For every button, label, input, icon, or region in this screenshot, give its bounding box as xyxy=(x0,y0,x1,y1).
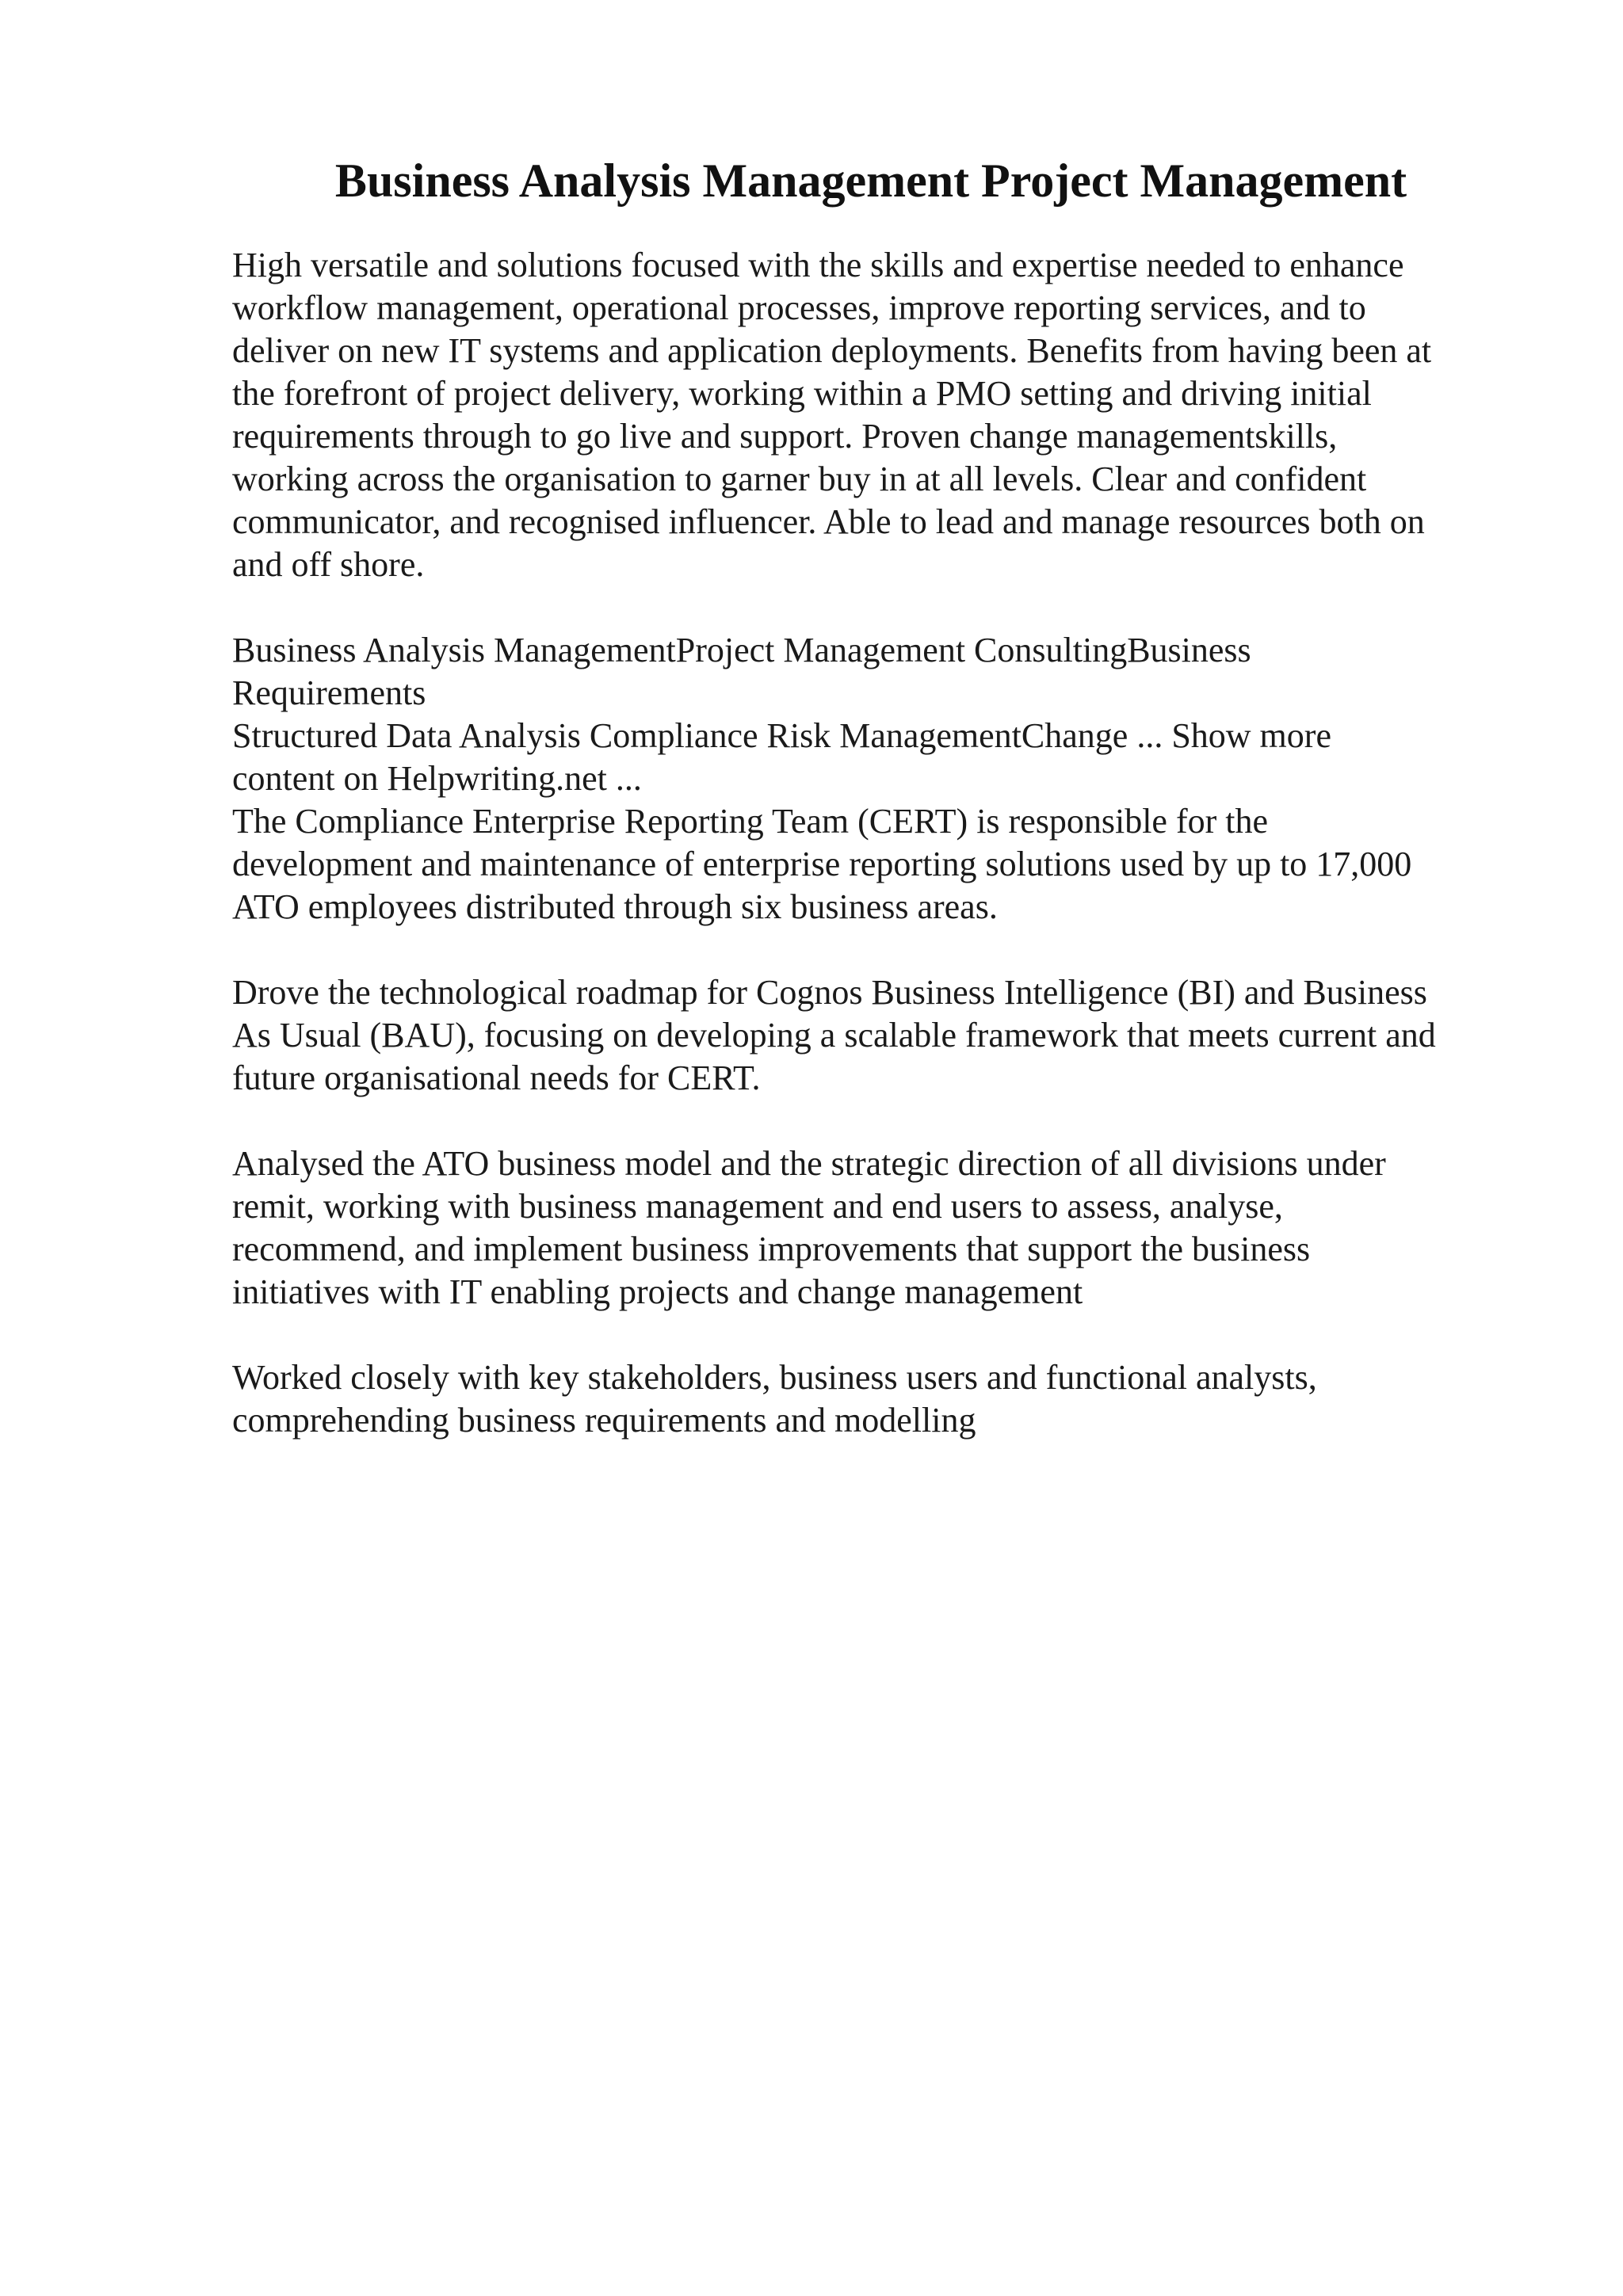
text-line: requirements through to go live and support. Proven change managementskills, xyxy=(232,417,1338,456)
text-line: initiatives with IT enabling projects and change management xyxy=(232,1272,1083,1311)
text-line: Worked closely with key stakeholders, business users and functional analysts, xyxy=(232,1358,1317,1397)
text-line: deliver on new IT systems and application deployments. Benefits from having been at xyxy=(232,331,1432,370)
text-line: recommend, and implement business improvements that support the business xyxy=(232,1230,1311,1268)
text-line: communicator, and recognised influencer. Able to lead and manage resources both on xyxy=(232,502,1425,541)
text-line: Analysed the ATO business model and the strategic direction of all divisions under xyxy=(232,1144,1386,1183)
analysis-paragraph xyxy=(232,1142,1532,1314)
text-line: As Usual (BAU), focusing on developing a scalable framework that meets current and xyxy=(232,1016,1436,1055)
text-line: The Compliance Enterprise Reporting Team (CERT) is responsible for the xyxy=(232,802,1269,841)
document-body xyxy=(232,244,1532,1442)
text-line: Structured Data Analysis Compliance Risk ManagementChange ... Show more xyxy=(232,716,1331,755)
text-line: content on Helpwriting.net ... xyxy=(232,759,642,798)
text-line: Requirements xyxy=(232,673,426,712)
summary-paragraph xyxy=(232,244,1532,586)
roadmap-paragraph xyxy=(232,971,1532,1100)
text-line: ATO employees distributed through six business areas. xyxy=(232,887,998,926)
stakeholders-paragraph xyxy=(232,1356,1532,1442)
text-line: comprehending business requirements and modelling xyxy=(232,1401,976,1440)
text-line: Drove the technological roadmap for Cognos Business Intelligence (BI) and Business xyxy=(232,973,1427,1012)
skills-paragraph xyxy=(232,629,1532,929)
page-title: Business Analysis Management Project Management xyxy=(334,154,1407,207)
text-line: workflow management, operational processes, improve reporting services, and to xyxy=(232,288,1366,327)
text-line: and off shore. xyxy=(232,545,425,584)
text-line: working across the organisation to garner buy in at all levels. Clear and confident xyxy=(232,460,1367,498)
text-line: remit, working with business management and end users to assess, analyse, xyxy=(232,1187,1283,1226)
text-line: future organisational needs for CERT. xyxy=(232,1058,761,1097)
text-line: the forefront of project delivery, working within a PMO setting and driving initial xyxy=(232,374,1372,413)
text-line: High versatile and solutions focused with the skills and expertise needed to enhance xyxy=(232,246,1404,284)
text-line: development and maintenance of enterprise reporting solutions used by up to 17,000 xyxy=(232,845,1412,883)
text-line: Business Analysis ManagementProject Management ConsultingBusiness xyxy=(232,631,1251,669)
